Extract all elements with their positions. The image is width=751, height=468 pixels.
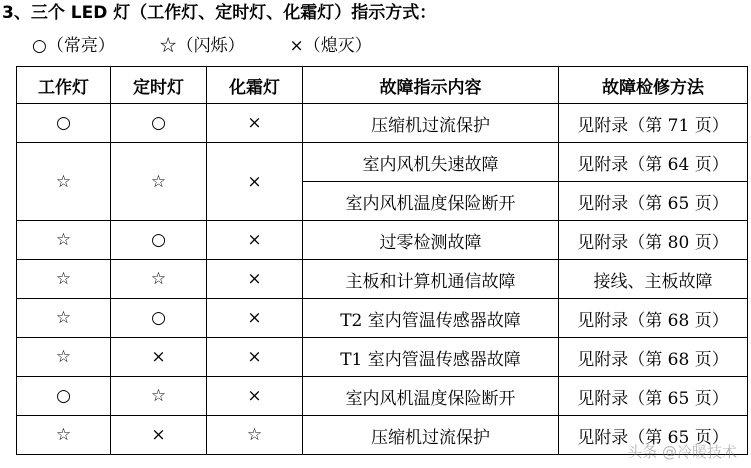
table-row: [17, 104, 748, 143]
defrost-light-state: ×: [207, 338, 303, 377]
table-row: [17, 260, 748, 299]
led-fault-table: [16, 66, 748, 455]
table-row: [17, 299, 748, 338]
timer-light-state: ☆: [111, 143, 207, 221]
fault-description: 室内风机温度保险断开: [303, 182, 559, 221]
legend-steady-on: ○（常亮）: [32, 36, 115, 56]
header-defrost-light: 化霜灯: [207, 67, 303, 104]
header-repair-method: 故障检修方法: [559, 67, 748, 104]
timer-light-state: ○: [111, 104, 207, 143]
defrost-light-state: ×: [207, 377, 303, 416]
legend-off: ×（熄灭）: [289, 36, 372, 56]
legend-blinking: ☆（闪烁）: [159, 36, 245, 56]
work-light-state: ○: [17, 377, 111, 416]
repair-method: 见附录（第 80 页）: [559, 221, 748, 260]
work-light-state: ☆: [17, 338, 111, 377]
repair-method: 见附录（第 68 页）: [559, 299, 748, 338]
defrost-light-state: ×: [207, 299, 303, 338]
repair-method: 见附录（第 65 页）: [559, 416, 748, 455]
repair-method: 见附录（第 68 页）: [559, 338, 748, 377]
table-header-row: [17, 67, 748, 104]
work-light-state: ☆: [17, 260, 111, 299]
timer-light-state: ○: [111, 299, 207, 338]
watermark: 头条 @冷暖技术: [627, 443, 737, 461]
timer-light-state: ○: [111, 221, 207, 260]
fault-description: 室内风机温度保险断开: [303, 377, 559, 416]
section-heading: 3、三个 LED 灯（工作灯、定时灯、化霜灯）指示方式：: [2, 3, 437, 23]
fault-description: 室内风机失速故障: [303, 143, 559, 182]
timer-light-state: ×: [111, 338, 207, 377]
fault-description: 过零检测故障: [303, 221, 559, 260]
repair-method: 接线、主板故障: [559, 260, 748, 299]
timer-light-state: ☆: [111, 377, 207, 416]
header-timer-light: 定时灯: [111, 67, 207, 104]
fault-description: T2 室内管温传感器故障: [303, 299, 559, 338]
work-light-state: ☆: [17, 221, 111, 260]
header-work-light: 工作灯: [17, 67, 111, 104]
fault-description: T1 室内管温传感器故障: [303, 338, 559, 377]
table-row: [17, 338, 748, 377]
fault-description: 压缩机过流保护: [303, 104, 559, 143]
symbol-legend: [32, 34, 372, 58]
defrost-light-state: ×: [207, 104, 303, 143]
defrost-light-state: ×: [207, 260, 303, 299]
defrost-light-state: ☆: [207, 416, 303, 455]
fault-description: 压缩机过流保护: [303, 416, 559, 455]
timer-light-state: ×: [111, 416, 207, 455]
table-row: [17, 377, 748, 416]
repair-method: 见附录（第 65 页）: [559, 182, 748, 221]
table-row: [17, 143, 748, 182]
defrost-light-state: ×: [207, 143, 303, 221]
work-light-state: ☆: [17, 143, 111, 221]
repair-method: 见附录（第 65 页）: [559, 377, 748, 416]
work-light-state: ☆: [17, 299, 111, 338]
work-light-state: ○: [17, 104, 111, 143]
fault-description: 主板和计算机通信故障: [303, 260, 559, 299]
repair-method: 见附录（第 64 页）: [559, 143, 748, 182]
defrost-light-state: ×: [207, 221, 303, 260]
header-fault-description: 故障指示内容: [303, 67, 559, 104]
timer-light-state: ☆: [111, 260, 207, 299]
table-row: [17, 221, 748, 260]
work-light-state: ☆: [17, 416, 111, 455]
repair-method: 见附录（第 71 页）: [559, 104, 748, 143]
